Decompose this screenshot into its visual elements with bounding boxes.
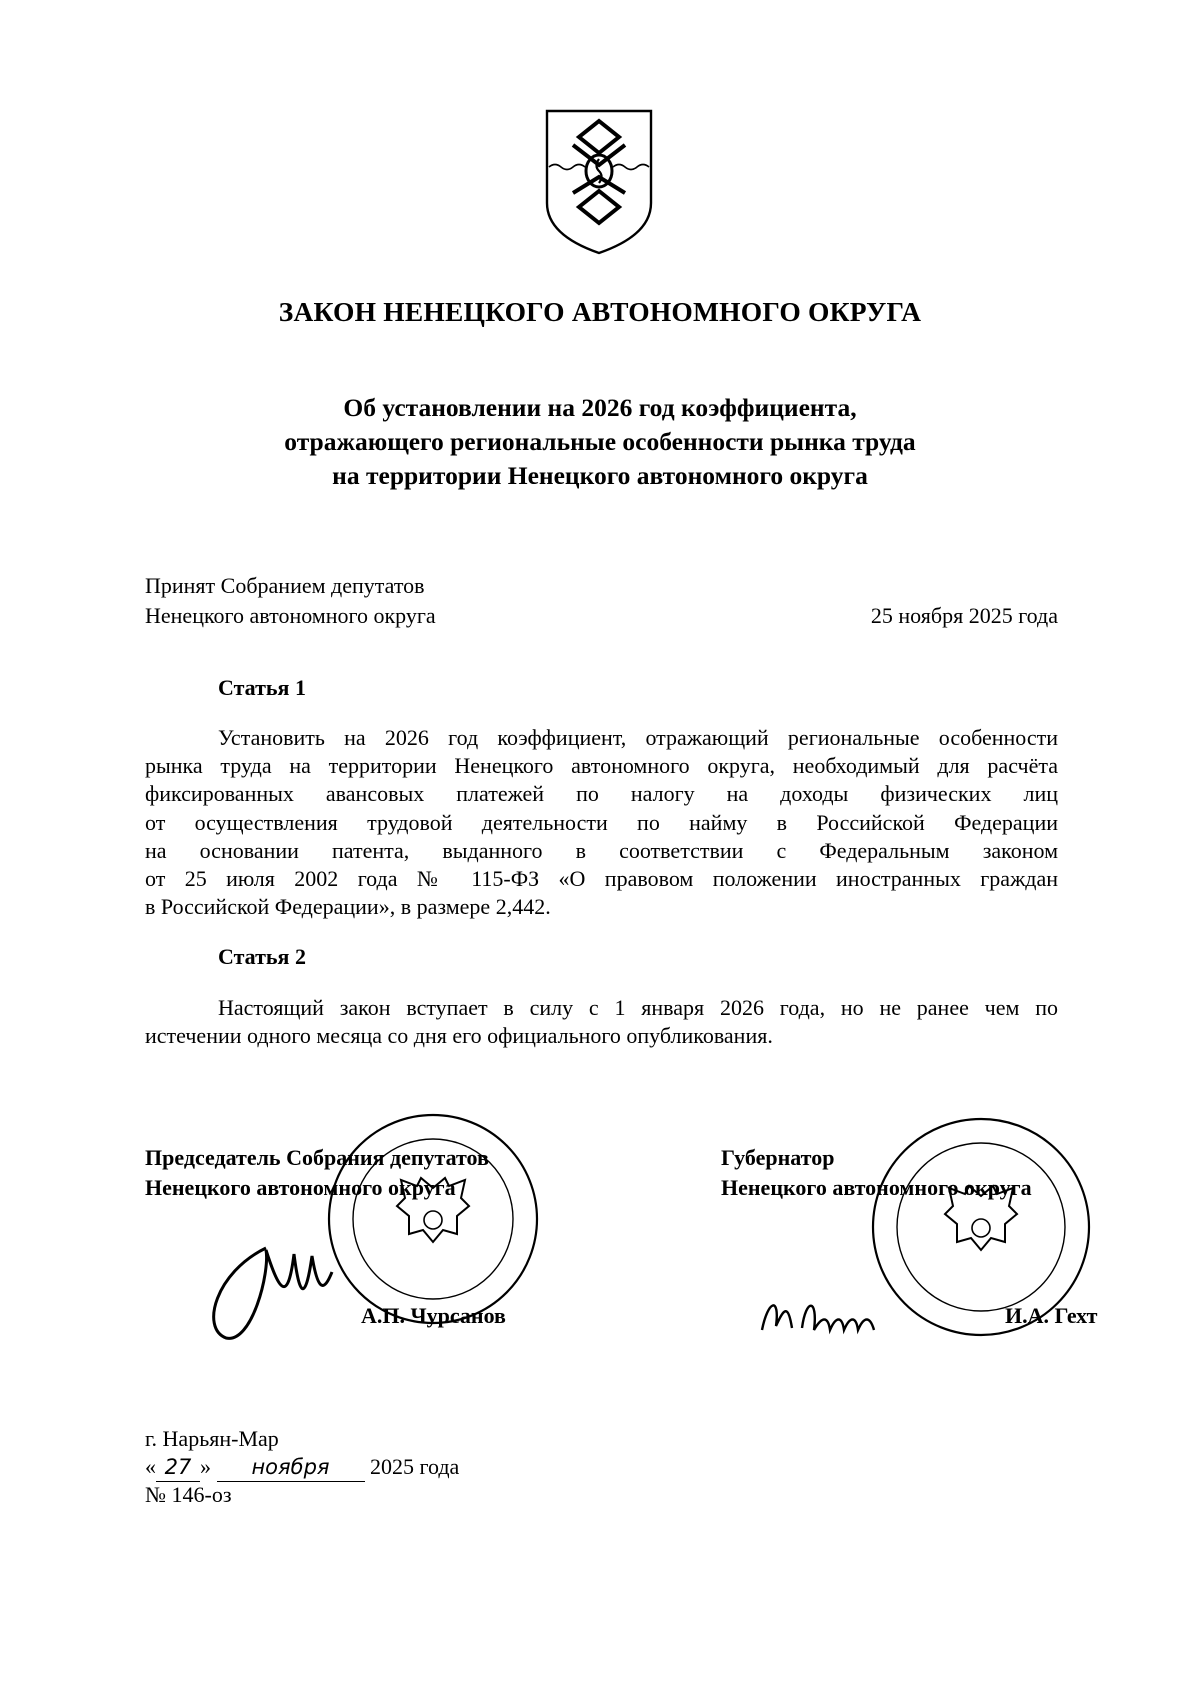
left-signatory-name: А.П. Чурсанов <box>361 1303 506 1328</box>
text-line: в Российской Федерации», в размере 2,442. <box>145 894 551 920</box>
handwritten-month: ноября <box>217 1453 365 1482</box>
text-line: истечении одного месяца со дня его официального опубликования. <box>145 1023 773 1049</box>
adopted-line: Ненецкого автономного округа <box>145 603 436 628</box>
signature-mark-icon <box>758 1290 898 1342</box>
quote-open: « <box>145 1454 156 1479</box>
right-signatory-title: Губернатор <box>721 1145 835 1170</box>
article-1-text <box>145 724 1058 921</box>
subtitle-line: Об установлении на 2026 год коэффициента, <box>343 393 857 422</box>
text-line: Установить на 2026 год коэффициент, отражающий региональные особенности <box>218 725 1058 750</box>
left-signatory-title: Ненецкого автономного округа <box>145 1175 456 1200</box>
text-line: от осуществления трудовой деятельности по найму в Российской Федерации <box>145 809 1058 835</box>
date-year: 2025 года <box>370 1454 460 1479</box>
subtitle-line: отражающего региональные особенности рынка труда <box>284 427 916 456</box>
text-line: Настоящий закон вступает в силу с 1 января 2026 года, но не ранее чем по <box>218 995 1058 1020</box>
law-heading: ЗАКОН НЕНЕЦКОГО АВТОНОМНОГО ОКРУГА <box>278 296 922 327</box>
law-number: № 146-оз <box>145 1482 232 1507</box>
left-signatory-title: Председатель Собрания депутатов <box>145 1145 489 1170</box>
handwritten-day: 27 <box>156 1453 200 1482</box>
adopted-line: Принят Собранием депутатов <box>145 573 425 598</box>
place-of-signing: г. Нарьян-Мар <box>145 1426 279 1451</box>
article-1-title: Статья 1 <box>218 675 306 700</box>
signature-mark-icon <box>196 1232 336 1344</box>
adopted-date: 25 ноября 2025 года <box>870 603 1058 628</box>
adopted-by <box>145 571 436 631</box>
quote-close: » <box>200 1454 211 1479</box>
subtitle-line: на территории Ненецкого автономного округа <box>332 461 868 490</box>
article-2-text <box>145 994 1058 1050</box>
right-signatory-name: И.А. Гехт <box>1005 1303 1098 1328</box>
seal-stamp-icon <box>322 1108 544 1330</box>
right-signatory-title: Ненецкого автономного округа <box>721 1175 1032 1200</box>
text-line: от 25 июля 2002 года № 115-ФЗ «О правовом положении иностранных граждан <box>145 866 1058 892</box>
text-line: фиксированных авансовых платежей по налогу на доходы физических лиц <box>145 781 1058 807</box>
text-line: на основании патента, выданного в соответствии с Федеральным законом <box>145 837 1058 863</box>
signing-date <box>145 1453 459 1482</box>
article-2-title: Статья 2 <box>218 944 306 969</box>
law-subtitle <box>150 391 1050 493</box>
coat-of-arms-icon <box>543 107 655 257</box>
text-line: рынка труда на территории Ненецкого автономного округа, необходимый для расчёта <box>145 753 1058 779</box>
